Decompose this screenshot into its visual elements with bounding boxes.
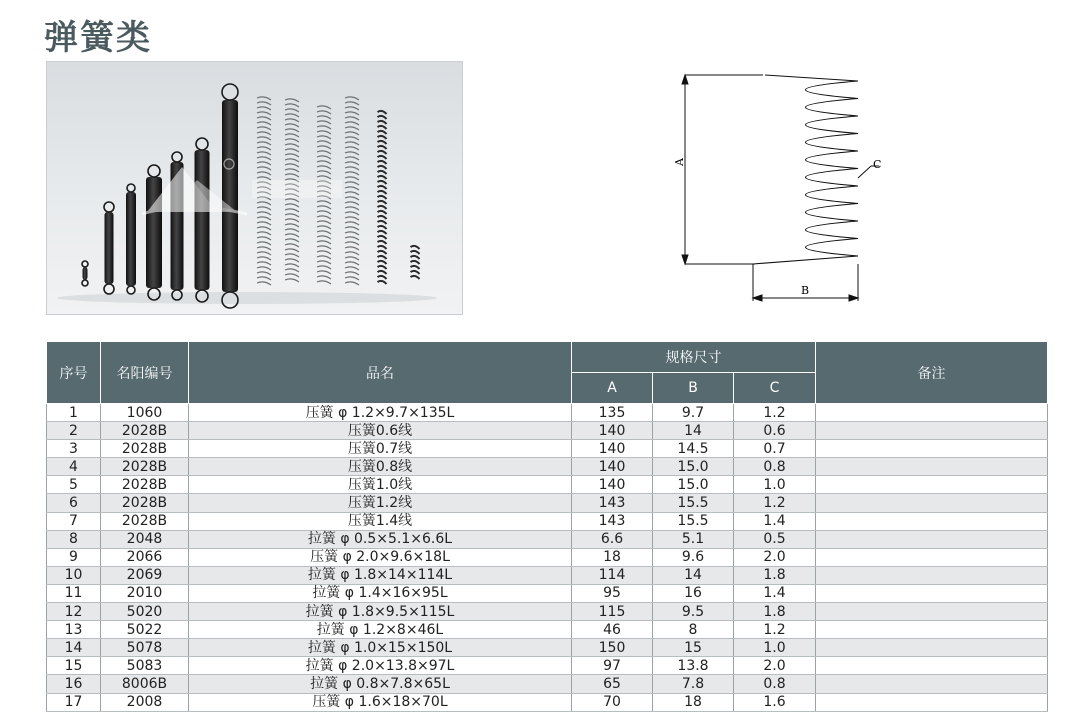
- dimension-b-label: B: [801, 284, 810, 297]
- cell-code: 2066: [101, 548, 189, 566]
- cell-name: 拉簧 φ 1.0×15×150L: [189, 639, 572, 657]
- cell-b: 15: [653, 639, 734, 657]
- cell-remark: [816, 512, 1048, 530]
- table-row: [47, 422, 1048, 440]
- cell-c: 1.2: [734, 494, 816, 512]
- cell-remark: [816, 422, 1048, 440]
- black-extension-spring: [83, 267, 88, 280]
- table-row: [47, 621, 1048, 639]
- cell-c: 0.7: [734, 440, 816, 458]
- black-extension-spring: [222, 100, 238, 292]
- cell-c: 1.0: [734, 639, 816, 657]
- cell-name: 压簧0.7线: [189, 440, 572, 458]
- cell-b: 15.0: [653, 458, 734, 476]
- cell-a: 143: [572, 512, 653, 530]
- spring-hook: [82, 261, 88, 267]
- cell-b: 13.8: [653, 657, 734, 675]
- cell-name: 拉簧 φ 1.4×16×95L: [189, 584, 572, 602]
- cell-no: 9: [47, 548, 101, 566]
- cell-b: 9.5: [653, 603, 734, 621]
- cell-name: 压簧1.2线: [189, 494, 572, 512]
- black-extension-spring: [105, 212, 114, 284]
- black-extension-spring: [146, 177, 162, 288]
- cell-c: 0.5: [734, 530, 816, 548]
- table-row: [47, 639, 1048, 657]
- cell-a: 140: [572, 476, 653, 494]
- cell-name: 压簧 φ 2.0×9.6×18L: [189, 548, 572, 566]
- cell-code: 5078: [101, 639, 189, 657]
- cell-c: 0.8: [734, 458, 816, 476]
- spring-hook: [172, 152, 182, 162]
- table-row: [47, 566, 1048, 584]
- cell-code: 8006B: [101, 675, 189, 693]
- cell-b: 7.8: [653, 675, 734, 693]
- header-name: 品名: [189, 342, 572, 404]
- cell-b: 15.5: [653, 494, 734, 512]
- cell-remark: [816, 657, 1048, 675]
- header-remark: 备注: [816, 342, 1048, 404]
- cell-name: 压簧1.4线: [189, 512, 572, 530]
- header-a: A: [572, 373, 653, 404]
- cell-remark: [816, 639, 1048, 657]
- cell-no: 2: [47, 422, 101, 440]
- cell-name: 拉簧 φ 1.2×8×46L: [189, 621, 572, 639]
- cell-no: 5: [47, 476, 101, 494]
- cell-a: 65: [572, 675, 653, 693]
- spring-hook: [82, 280, 88, 286]
- cell-a: 140: [572, 440, 653, 458]
- cell-code: 2028B: [101, 494, 189, 512]
- cell-no: 15: [47, 657, 101, 675]
- table-row: [47, 440, 1048, 458]
- cell-code: 2008: [101, 693, 189, 711]
- spec-table-body: [47, 404, 1048, 712]
- cell-b: 9.6: [653, 548, 734, 566]
- cell-c: 1.4: [734, 584, 816, 602]
- cell-a: 140: [572, 458, 653, 476]
- cell-remark: [816, 584, 1048, 602]
- table-row: [47, 603, 1048, 621]
- cell-code: 2028B: [101, 422, 189, 440]
- cell-c: 1.2: [734, 621, 816, 639]
- cell-remark: [816, 494, 1048, 512]
- table-row: [47, 494, 1048, 512]
- cell-no: 12: [47, 603, 101, 621]
- cell-a: 150: [572, 639, 653, 657]
- cell-c: 0.6: [734, 422, 816, 440]
- product-photo: [46, 61, 463, 315]
- cell-no: 17: [47, 693, 101, 711]
- cell-no: 10: [47, 566, 101, 584]
- spring-hook: [148, 165, 160, 177]
- cell-remark: [816, 404, 1048, 422]
- cell-c: 1.2: [734, 404, 816, 422]
- cell-c: 1.8: [734, 603, 816, 621]
- cell-no: 16: [47, 675, 101, 693]
- spring-hook: [104, 202, 114, 212]
- table-row: [47, 512, 1048, 530]
- cell-a: 97: [572, 657, 653, 675]
- cell-a: 115: [572, 603, 653, 621]
- cell-a: 70: [572, 693, 653, 711]
- cell-code: 5022: [101, 621, 189, 639]
- cell-a: 46: [572, 621, 653, 639]
- cell-c: 0.8: [734, 675, 816, 693]
- cell-remark: [816, 693, 1048, 711]
- table-row: [47, 548, 1048, 566]
- header-b: B: [653, 373, 734, 404]
- cell-c: 1.0: [734, 476, 816, 494]
- table-row: [47, 675, 1048, 693]
- cell-c: 2.0: [734, 548, 816, 566]
- cell-name: 拉簧 φ 0.8×7.8×65L: [189, 675, 572, 693]
- cell-code: 2028B: [101, 458, 189, 476]
- header-no: 序号: [47, 342, 101, 404]
- cell-code: 2028B: [101, 440, 189, 458]
- compression-spring: [411, 246, 420, 279]
- cell-no: 13: [47, 621, 101, 639]
- black-extension-spring: [195, 150, 210, 290]
- table-row: [47, 584, 1048, 602]
- cell-name: 拉簧 φ 2.0×13.8×97L: [189, 657, 572, 675]
- cell-name: 拉簧 φ 0.5×5.1×6.6L: [189, 530, 572, 548]
- spring-diagram: [665, 60, 885, 310]
- compression-spring: [378, 111, 387, 284]
- springs-illustration: [47, 62, 463, 315]
- cell-code: 2028B: [101, 512, 189, 530]
- cell-remark: [816, 458, 1048, 476]
- cell-c: 1.8: [734, 566, 816, 584]
- table-row: [47, 657, 1048, 675]
- cell-c: 1.6: [734, 693, 816, 711]
- table-row: [47, 530, 1048, 548]
- cell-no: 3: [47, 440, 101, 458]
- dimension-a-label: A: [673, 158, 686, 166]
- cell-b: 15.5: [653, 512, 734, 530]
- cell-code: 5020: [101, 603, 189, 621]
- cell-name: 压簧 φ 1.6×18×70L: [189, 693, 572, 711]
- spec-table: [46, 341, 1048, 712]
- cell-remark: [816, 440, 1048, 458]
- cell-b: 5.1: [653, 530, 734, 548]
- black-extension-spring: [126, 192, 136, 286]
- cell-a: 143: [572, 494, 653, 512]
- cell-c: 2.0: [734, 657, 816, 675]
- cell-name: 压簧1.0线: [189, 476, 572, 494]
- cell-remark: [816, 530, 1048, 548]
- cell-b: 8: [653, 621, 734, 639]
- table-row: [47, 693, 1048, 711]
- cell-name: 拉簧 φ 1.8×9.5×115L: [189, 603, 572, 621]
- cell-remark: [816, 621, 1048, 639]
- cell-code: 1060: [101, 404, 189, 422]
- cell-code: 2028B: [101, 476, 189, 494]
- cell-name: 压簧0.8线: [189, 458, 572, 476]
- cell-name: 压簧 φ 1.2×9.7×135L: [189, 404, 572, 422]
- spring-hook: [196, 138, 208, 150]
- spring-hook: [222, 84, 238, 100]
- cell-remark: [816, 675, 1048, 693]
- cell-b: 15.0: [653, 476, 734, 494]
- cell-no: 8: [47, 530, 101, 548]
- cell-b: 14: [653, 422, 734, 440]
- table-row: [47, 404, 1048, 422]
- cell-no: 7: [47, 512, 101, 530]
- dimension-c-label: C: [873, 158, 882, 171]
- cell-code: 5083: [101, 657, 189, 675]
- spring-hook: [127, 184, 135, 192]
- cell-code: 2048: [101, 530, 189, 548]
- page-title: 弹簧类: [44, 18, 152, 58]
- spring-hook: [104, 284, 114, 294]
- cell-a: 6.6: [572, 530, 653, 548]
- cell-no: 4: [47, 458, 101, 476]
- cell-a: 18: [572, 548, 653, 566]
- cell-name: 拉簧 φ 1.8×14×114L: [189, 566, 572, 584]
- cell-a: 95: [572, 584, 653, 602]
- cell-no: 11: [47, 584, 101, 602]
- cell-no: 14: [47, 639, 101, 657]
- cell-code: 2069: [101, 566, 189, 584]
- cell-name: 压簧0.6线: [189, 422, 572, 440]
- cell-b: 9.7: [653, 404, 734, 422]
- cell-b: 18: [653, 693, 734, 711]
- header-code: 名阳编号: [101, 342, 189, 404]
- cell-b: 16: [653, 584, 734, 602]
- cell-remark: [816, 476, 1048, 494]
- header-spec-group: 规格尺寸: [572, 342, 816, 373]
- cell-code: 2010: [101, 584, 189, 602]
- cell-b: 14.5: [653, 440, 734, 458]
- table-row: [47, 476, 1048, 494]
- cell-a: 135: [572, 404, 653, 422]
- cell-c: 1.4: [734, 512, 816, 530]
- header-c: C: [734, 373, 816, 404]
- cell-no: 6: [47, 494, 101, 512]
- cell-no: 1: [47, 404, 101, 422]
- cell-a: 114: [572, 566, 653, 584]
- compression-spring: [345, 97, 359, 285]
- cell-remark: [816, 603, 1048, 621]
- cell-remark: [816, 548, 1048, 566]
- cell-b: 14: [653, 566, 734, 584]
- cell-remark: [816, 566, 1048, 584]
- spring-hook: [127, 286, 135, 294]
- table-row: [47, 458, 1048, 476]
- cell-a: 140: [572, 422, 653, 440]
